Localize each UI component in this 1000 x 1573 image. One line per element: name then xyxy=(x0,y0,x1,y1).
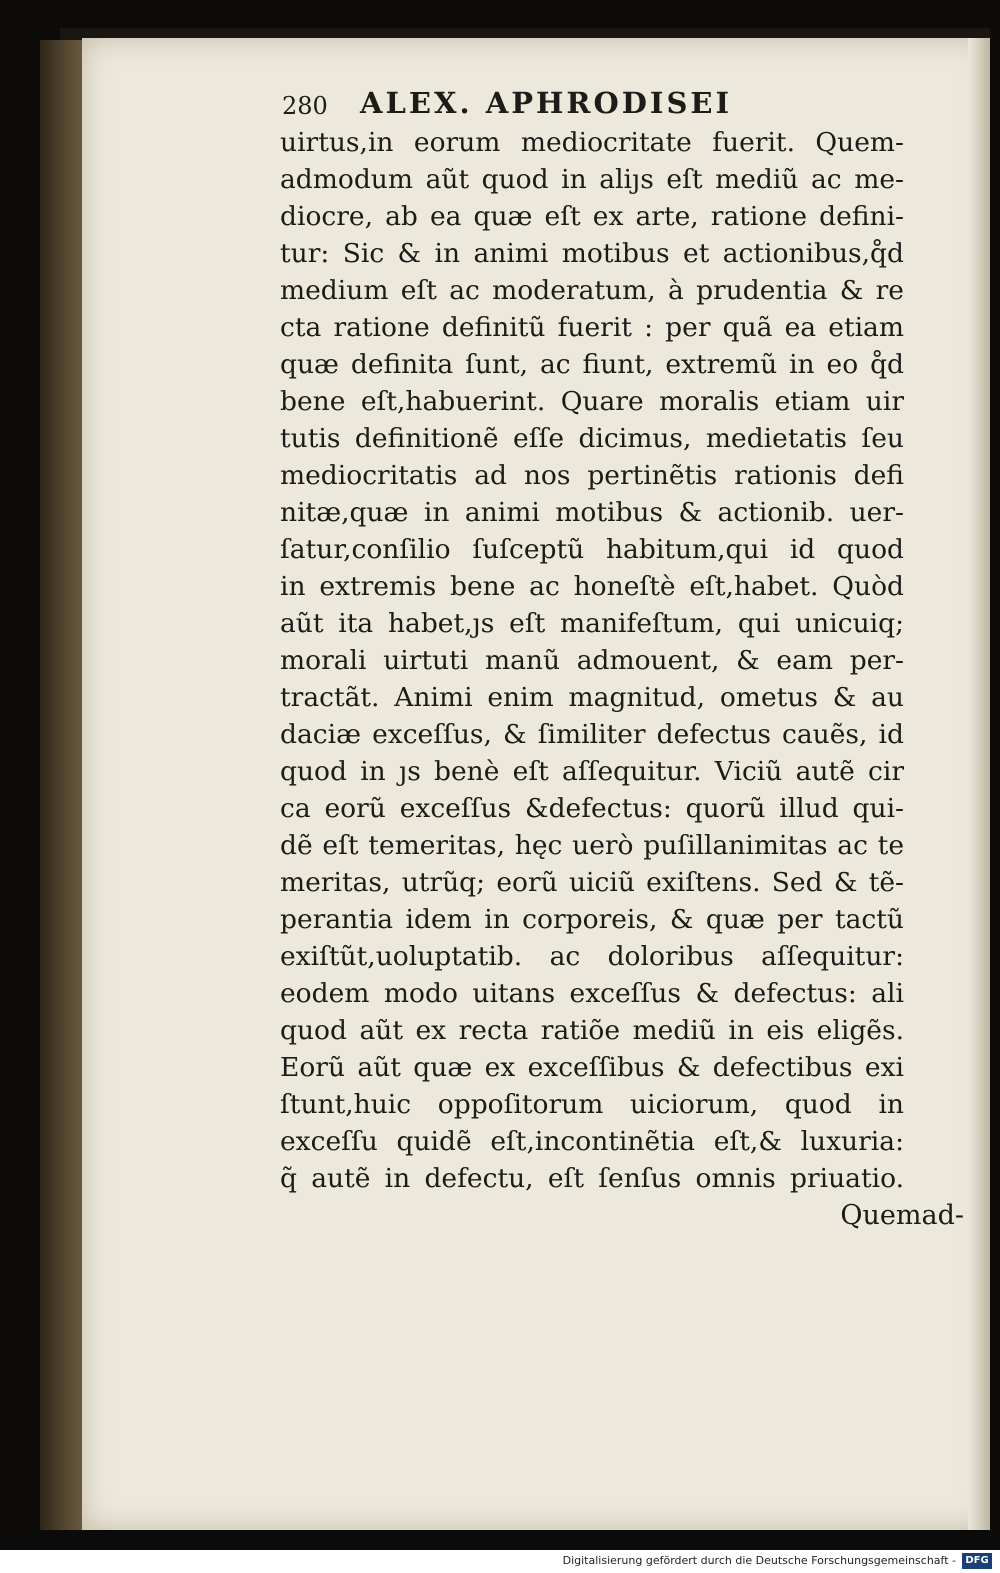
text-line: uirtus,in eorum mediocritate fuerit. Quem- xyxy=(280,127,904,158)
catchword: Quemad- xyxy=(840,1200,964,1231)
text-line: aũt ita habet,ȷs eſt manifeſtum, qui unicuiq; xyxy=(280,608,904,639)
text-line: eodem modo uitans exceſſus & defectus: ali xyxy=(280,978,904,1009)
text-line: nitæ,quæ in animi motibus & actionib. uer- xyxy=(280,497,904,528)
page-number: 280 xyxy=(282,92,328,120)
footer-credit: Digitalisierung gefördert durch die Deutsche Forschungsgemeinschaft - xyxy=(562,1554,956,1567)
text-line: morali uirtuti manũ admouent, & eam per- xyxy=(280,645,904,676)
text-line: perantia idem in corporeis, & quæ per tactũ xyxy=(280,904,904,935)
text-line: Eorũ aũt quæ ex exceſſibus & defectibus exi xyxy=(280,1052,904,1083)
digitization-footer xyxy=(0,1550,1000,1573)
body-text xyxy=(280,124,904,1197)
book-gutter-shadow xyxy=(40,40,88,1530)
text-line: admodum aũt quod in aliȷs eſt mediũ ac me- xyxy=(280,164,904,195)
running-head: ALEX. APHRODISEI xyxy=(360,86,733,120)
text-line: tractãt. Animi enim magnitud, ometus & au xyxy=(280,682,904,713)
text-line: cta ratione definitũ fuerit : per quã ea etiam xyxy=(280,312,904,343)
text-line: diocre, ab ea quæ eſt ex arte, ratione defini- xyxy=(280,201,904,232)
text-line: exceſſu quidẽ eſt,incontinẽtia eſt,& luxuria: xyxy=(280,1126,904,1157)
text-line: q̃ autẽ in defectu, eſt ſenſus omnis priuatio. xyxy=(280,1163,904,1194)
page-header xyxy=(282,86,902,126)
text-line: meritas, utrũq; eorũ uiciũ exiſtens. Sed & tẽ- xyxy=(280,867,904,898)
text-line: quod aũt ex recta ratiõe mediũ in eis eligẽs. xyxy=(280,1015,904,1046)
text-line: tutis definitionẽ eſſe dicimus, medietatis ſeu xyxy=(280,423,904,454)
page-edge xyxy=(968,38,990,1530)
text-line: medium eſt ac moderatum, à prudentia & re xyxy=(280,275,904,306)
text-line: daciæ exceſſus, & ſimiliter defectus cauẽs, id xyxy=(280,719,904,750)
text-line: tur: Sic & in animi motibus et actionibus,q̊d xyxy=(280,238,904,269)
text-line: mediocritatis ad nos pertinẽtis rationis defi xyxy=(280,460,904,491)
text-line: quod in ȷs benè eſt aſſequitur. Viciũ autẽ cir xyxy=(280,756,904,787)
text-line: bene eſt,habuerint. Quare moralis etiam uir xyxy=(280,386,904,417)
dfg-logo-icon: DFG xyxy=(962,1553,992,1569)
text-line: exiſtũt,uoluptatib. ac doloribus aſſequitur: xyxy=(280,941,904,972)
text-line: quæ definita ſunt, ac fiunt, extremũ in eo q̊d xyxy=(280,349,904,380)
text-line: ca eorũ exceſſus &defectus: quorũ illud qui- xyxy=(280,793,904,824)
text-line: ſtunt,huic oppoſitorum uiciorum, quod in xyxy=(280,1089,904,1120)
text-line: in extremis bene ac honeſtè eſt,habet. Quòd xyxy=(280,571,904,602)
text-line: ſatur,conſilio ſuſceptũ habitum,qui id quod xyxy=(280,534,904,565)
text-line: dẽ eſt temeritas, hęc uerò puſillanimitas ac te xyxy=(280,830,904,861)
